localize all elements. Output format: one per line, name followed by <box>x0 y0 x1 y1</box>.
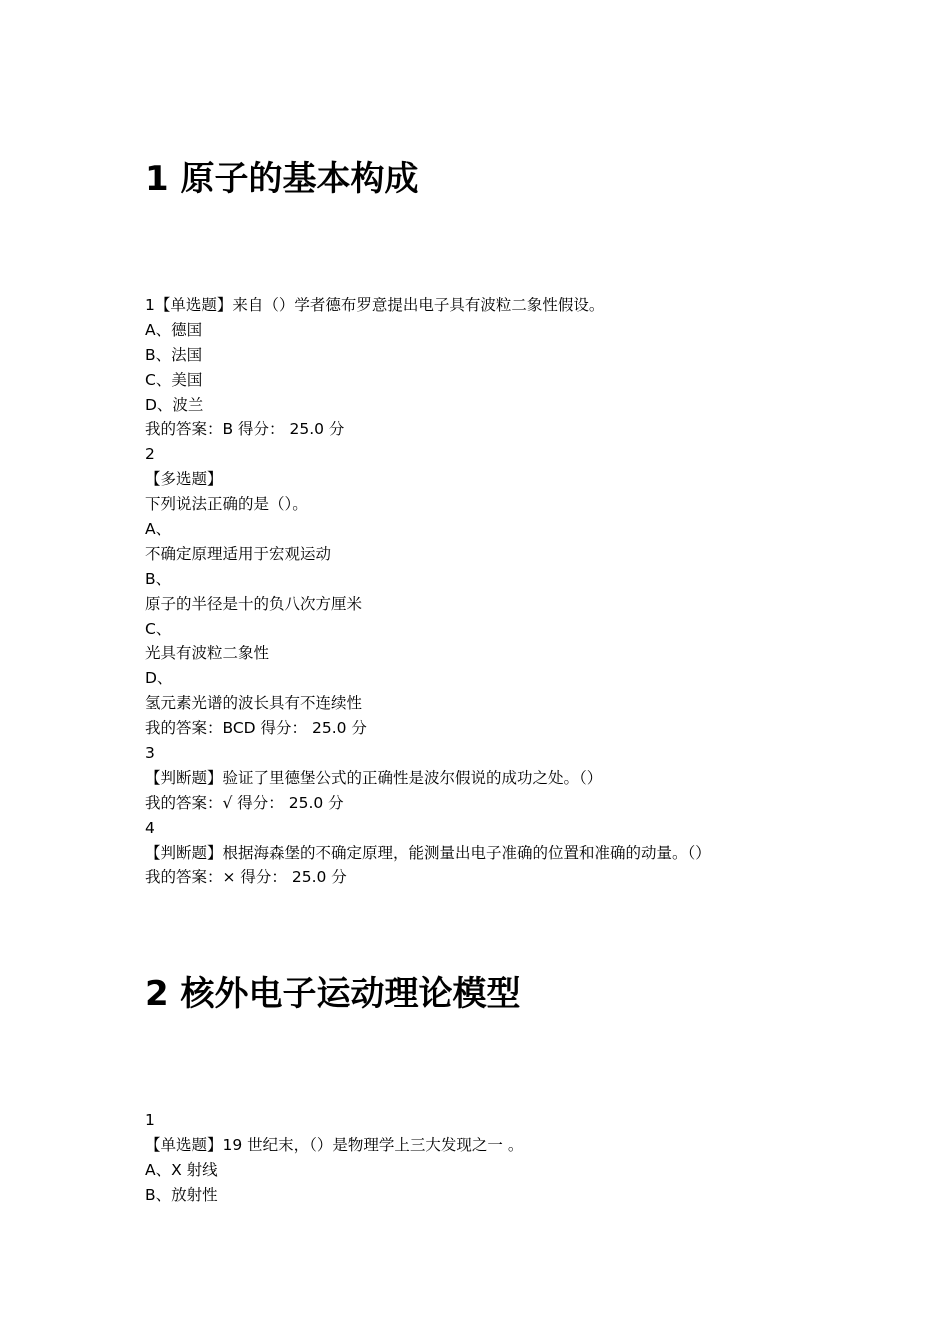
question-1-answer: 我的答案：B 得分： 25.0 分 <box>145 420 345 439</box>
question-2-option-a-text: 不确定原理适用于宏观运动 <box>145 544 332 563</box>
question-2-option-b-label: B、 <box>145 569 172 588</box>
question-3-number: 3 <box>145 744 155 763</box>
question-2-option-d-text: 氢元素光谱的波长具有不连续性 <box>145 694 363 713</box>
question-4-number: 4 <box>145 818 155 837</box>
question-2-option-b-text: 原子的半径是十的负八次方厘米 <box>145 594 363 613</box>
section-title-2: 2 核外电子运动理论模型 <box>145 974 521 1014</box>
question-2-number: 2 <box>145 445 155 464</box>
question-1-option-d: D、波兰 <box>145 395 204 414</box>
question-1-stem: 1【单选题】来自（）学者德布罗意提出电子具有波粒二象性假设。 <box>145 296 605 314</box>
section-2-content <box>145 1108 905 1208</box>
question-3-stem: 【判断题】验证了里德堡公式的正确性是波尔假说的成功之处。（） <box>145 768 603 787</box>
section-1-content <box>145 293 905 890</box>
question-1-option-a: A、X 射线 <box>145 1160 218 1179</box>
question-1-number: 1 <box>145 1111 155 1129</box>
question-2-option-a-label: A、 <box>145 520 172 539</box>
section-title-1: 1 原子的基本构成 <box>145 159 419 199</box>
question-2-option-c-text: 光具有波粒二象性 <box>145 644 270 663</box>
question-1-option-c: C、美国 <box>145 370 203 389</box>
question-4-answer: 我的答案：× 得分： 25.0 分 <box>145 868 347 887</box>
question-1-stem: 【单选题】19 世纪末，（）是物理学上三大发现之一 。 <box>145 1135 524 1154</box>
question-2-type: 【多选题】 <box>145 470 223 489</box>
question-2-option-c-label: C、 <box>145 619 172 638</box>
question-1-option-b: B、放射性 <box>145 1185 218 1204</box>
question-4-stem: 【判断题】根据海森堡的不确定原理，能测量出电子准确的位置和准确的动量。（） <box>145 843 711 862</box>
question-3-answer: 我的答案：√ 得分： 25.0 分 <box>145 793 344 812</box>
question-1-option-a: A、德国 <box>145 320 203 339</box>
question-2-answer: 我的答案：BCD 得分： 25.0 分 <box>145 719 367 738</box>
question-1-option-b: B、法国 <box>145 345 203 364</box>
question-2-option-d-label: D、 <box>145 669 173 688</box>
question-2-stem: 下列说法正确的是（）。 <box>145 495 308 514</box>
